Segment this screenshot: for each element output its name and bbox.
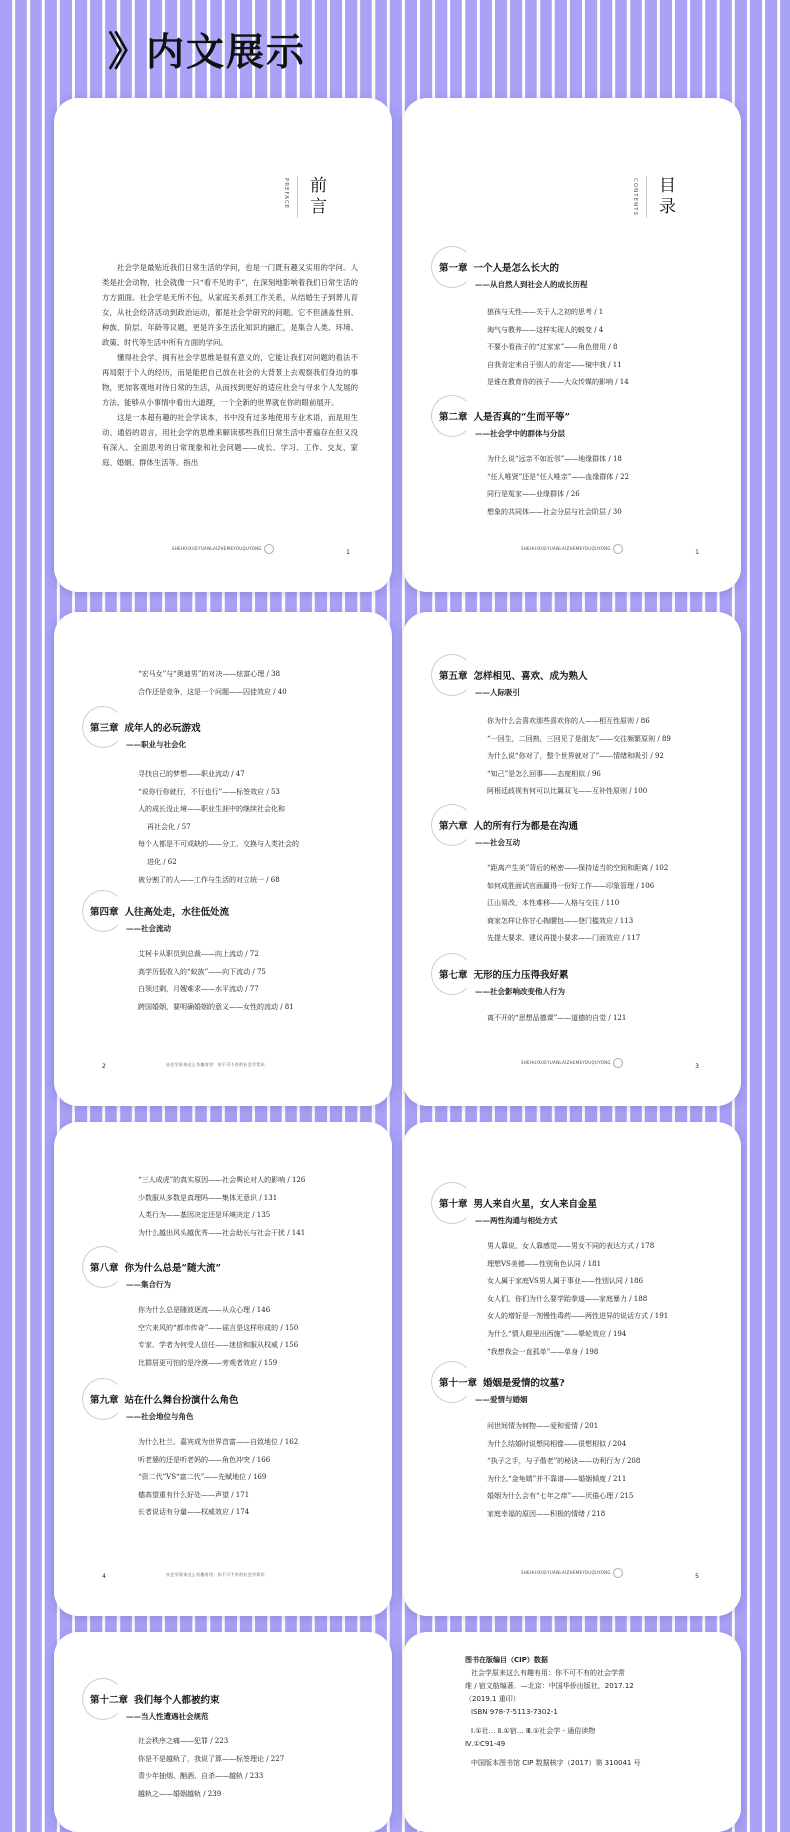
page-footer	[172, 544, 274, 554]
toc-entry: 女人属于家庭VS男人属于事业——性别认同 / 186	[487, 1277, 644, 1286]
chapter-number: 第二章	[439, 412, 468, 423]
toc-entry: 合作还是竞争，这是一个问题——囚徒效应 / 40	[138, 687, 287, 696]
chapter-subtitle: ——社会影响改变他人行为	[475, 987, 565, 996]
toc-entries	[138, 1302, 298, 1372]
page-number: 3	[695, 1063, 699, 1070]
footer-code: SHEHUIXUEYUANLAIZHEMEYOUQUYONG	[172, 546, 262, 551]
toc-entry: 再社会化 / 57	[147, 822, 191, 831]
chapter-title: 婚姻是爱情的坟墓?	[483, 1378, 565, 1389]
page-number: 5	[695, 1573, 699, 1580]
chapter-number: 第十章	[439, 1199, 468, 1210]
page-number: 1	[346, 549, 350, 556]
toc-entry: 为什么越出风头越优秀——社会助长与社会干扰 / 141	[138, 1228, 306, 1237]
toc-entry: “距离产生美”背后的秘密——保持适当的空间和距离 / 102	[487, 864, 669, 872]
book-page-contents	[403, 1122, 741, 1616]
chapter-title: 无形的压力压得我好累	[473, 970, 569, 981]
chapter-heading	[90, 720, 201, 750]
chapter-circle-icon	[431, 1361, 473, 1403]
toc-entry: 人类行为——基因决定还是环境决定 / 135	[138, 1211, 271, 1220]
heading-english: CONTENTS	[632, 178, 638, 217]
page-footer	[521, 1568, 623, 1578]
chapter-title: 人是否真的“生而平等”	[473, 412, 570, 423]
toc-entries	[487, 451, 629, 521]
book-page-cip	[403, 1632, 741, 1832]
page-heading	[632, 176, 703, 218]
toc-entries	[138, 1172, 305, 1242]
page-heading	[283, 176, 354, 218]
chapter-title: 成年人的必玩游戏	[124, 723, 201, 734]
toc-entry: 同行是冤家——业缘群体 / 26	[487, 490, 580, 499]
toc-entry: 为什么“情人眼里出西施”——晕轮效应 / 194	[487, 1329, 627, 1338]
toc-entry: 你是不是越轨了，我说了算——标签理论 / 227	[138, 1754, 285, 1763]
chapter-heading	[90, 1392, 239, 1422]
toc-entry: 被分割了的人——工作与生活的对立统一 / 68	[138, 875, 280, 884]
paragraph: 这是一本超有趣的社会学读本，书中没有过多地使用专业术语，而是用生动、通俗的语言，用社会学的思维来解读那些我们日常生活中普遍存在但又没有深入、全面思考的日常现象和社会问题——成长、学习、工作、交友、家庭、婚姻、群体生活等。指出	[102, 413, 358, 467]
toc-entry: 淘气与教养——这样实现人的蜕变 / 4	[487, 325, 604, 334]
toc-entry: 理想VS美德——性别角色认同 / 181	[487, 1259, 602, 1268]
chapter-circle-icon	[82, 1378, 124, 1420]
book-page-contents	[403, 612, 741, 1106]
chapter-number: 第一章	[439, 263, 468, 274]
page-footer	[521, 544, 623, 554]
chapter-heading	[439, 1375, 565, 1405]
toc-entry: 每个人都是不可或缺的——分工、交换与人类社会的	[138, 840, 299, 849]
toc-entry: 为什么杜兰、嘉宾成为世界首富——自致地位 / 162	[138, 1438, 299, 1446]
toc-entry: 你为什么会喜欢那些喜欢你的人——相互性原则 / 86	[487, 717, 650, 725]
toc-entry: 为什么“金龟婿”并不靠谱——婚姻倾度 / 211	[487, 1474, 627, 1483]
chapter-circle-icon	[431, 1182, 473, 1224]
toc-entry: 婚姻为什么会有“七年之痒”——厌倦心理 / 215	[487, 1492, 634, 1501]
toc-entries	[487, 1238, 668, 1361]
page-number: 2	[102, 1063, 106, 1070]
chapter-subtitle: ——社会互动	[475, 838, 520, 847]
footer-code: 社会学原来这么有趣有用：你不可不有的社会学常识	[166, 1062, 265, 1067]
chapter-subtitle: ——爱情与婚姻	[475, 1395, 528, 1404]
preface-text	[102, 260, 358, 470]
toc-entry: “三人成虎”的真实原因——社会舆论对人的影响 / 126	[138, 1176, 306, 1184]
chapter-circle-icon	[82, 1678, 124, 1720]
chapter-subtitle: ——人际吸引	[475, 688, 520, 697]
section-header	[108, 18, 306, 78]
cip-line: Ⅰ.①社… Ⅱ.①宿… Ⅲ.①社会学 - 通俗读物	[471, 1727, 596, 1735]
heading-chinese: 前言	[297, 176, 329, 218]
circle-icon	[613, 1568, 623, 1578]
chapter-heading	[439, 1196, 597, 1226]
cip-line: 社会学原来这么有趣有用：你不可不有的社会学常	[471, 1669, 625, 1677]
chapter-subtitle: ——集合行为	[126, 1280, 171, 1289]
book-page-contents	[403, 98, 741, 592]
chapter-circle-icon	[82, 706, 124, 748]
toc-entry: 少数服从多数是真理吗——集体无意识 / 131	[138, 1193, 278, 1202]
toc-entries	[138, 946, 294, 1016]
chapter-number: 第六章	[439, 821, 468, 832]
toc-entries	[487, 1418, 640, 1524]
toc-entry: 为什么说“远亲不如近邻”——地缘群体 / 18	[487, 455, 622, 463]
chapter-circle-icon	[431, 804, 473, 846]
toc-entry: 人的成长没止境——职业生涯中的继续社会化和	[138, 805, 285, 814]
chapter-title: 我们每个人都被约束	[134, 1695, 220, 1706]
toc-entry: 你为什么总是随波逐流——从众心理 / 146	[138, 1306, 271, 1314]
toc-entries	[138, 1733, 284, 1803]
toc-entry: 高学历低收入的“蚁族”——向下流动 / 75	[138, 967, 266, 976]
toc-entries	[487, 713, 671, 801]
toc-entry: 进化 / 62	[147, 857, 177, 866]
chapter-number: 第四章	[90, 907, 119, 918]
chapter-heading	[439, 260, 588, 290]
cip-line: 维 / 宿文舫编著．—北京：中国华侨出版社，2017.12	[465, 1682, 634, 1690]
page-footer	[166, 1572, 265, 1578]
chapter-number: 第七章	[439, 970, 468, 981]
page-footer	[166, 1062, 265, 1068]
chapter-circle-icon	[82, 1246, 124, 1288]
toc-entry: 想象的共同体——社会分层与社会阶层 / 30	[487, 507, 622, 516]
circle-icon	[613, 1058, 623, 1068]
chapter-circle-icon	[431, 654, 473, 696]
chapter-subtitle: ——社会学中的群体与分层	[475, 429, 565, 438]
chapter-heading	[90, 1260, 221, 1290]
cip-title: 图书在版编目（CIP）数据	[465, 1656, 548, 1664]
toc-entries	[487, 860, 668, 948]
toc-entry: 女人们，你们为什么要学跆拳道——家庭暴力 / 188	[487, 1294, 648, 1303]
circle-icon	[264, 544, 274, 554]
toc-entry: 不要小看孩子的“过家家”——角色借用 / 8	[487, 343, 618, 352]
cip-block	[465, 1654, 705, 1770]
chapter-subtitle: ——社会流动	[126, 924, 171, 933]
toc-entry: “知己”是怎么回事——态度相似 / 96	[487, 769, 601, 778]
page-number: 1	[695, 549, 699, 556]
toc-entry: 长者说话有分量——权威效应 / 174	[138, 1508, 250, 1517]
chapter-number: 第五章	[439, 671, 468, 682]
chapter-circle-icon	[82, 890, 124, 932]
chapter-number: 第九章	[90, 1395, 119, 1406]
chapter-number: 第十二章	[90, 1695, 129, 1706]
toc-entry: 空穴来风的“都市传奇”——谣言是这样形成的 / 150	[138, 1323, 299, 1332]
toc-entries	[138, 1434, 298, 1522]
book-page-preface	[54, 98, 392, 592]
chapter-heading	[439, 409, 570, 439]
toc-entry: 越轨之——婚姻越轨 / 239	[138, 1789, 222, 1798]
toc-entry: 江山易改，本性难移——人格与交往 / 110	[487, 899, 620, 908]
chapter-subtitle: ——社会地位与角色	[126, 1412, 194, 1421]
toc-entry: 阿根廷歧视有何可以比翼双飞——互补性原则 / 100	[487, 787, 648, 796]
toc-entry: “我想我会一直孤单”——单身 / 198	[487, 1347, 599, 1356]
section-title: 内文展示	[146, 29, 307, 74]
page-number: 4	[102, 1573, 106, 1580]
toc-entries	[138, 666, 287, 701]
toc-entry: 男人靠说，女人靠感觉——男女不同的表达方式 / 178	[487, 1242, 655, 1250]
chapter-heading	[439, 967, 569, 997]
chapter-title: 你为什么总是“随大流”	[124, 1263, 221, 1274]
chapter-heading	[439, 668, 588, 698]
toc-entry: 社会秩序之痛——犯罪 / 223	[138, 1737, 229, 1745]
heading-chinese: 目录	[646, 176, 678, 218]
toc-entry: 如何成胜面试官面赢得一份好工作——印象管理 / 106	[487, 881, 655, 890]
toc-entry: 女人的增好是一剂慢性毒药——两性进异的说话方式 / 191	[487, 1312, 669, 1321]
chapter-number: 第十一章	[439, 1378, 478, 1389]
heading-english: PREFACE	[283, 178, 289, 210]
toc-entry: 比群居更可怕的是冷漠——旁观者效应 / 159	[138, 1358, 278, 1367]
circle-icon	[613, 544, 623, 554]
toc-entry: “宏马女”与“奥迪男”的对决——炫富心理 / 38	[138, 670, 281, 678]
chapter-title: 人往高处走，水往低处流	[124, 907, 230, 918]
chapter-title: 人的所有行为都是在沟通	[473, 821, 579, 832]
toc-entry: 是谁在教育你的孩子——大众传媒的影响 / 14	[487, 378, 629, 387]
toc-entry: 家庭幸福的原因——积极的情绪 / 218	[487, 1509, 606, 1518]
chapter-circle-icon	[431, 246, 473, 288]
toc-entry: “任人唯贤”还是“任人唯亲”——血缘群体 / 22	[487, 472, 630, 481]
toc-entry: 艾柯卡从职员到总裁——向上流动 / 72	[138, 950, 259, 958]
cip-line: Ⅳ.①C91-49	[465, 1740, 506, 1748]
paragraph: 懂得社会学、拥有社会学思维是很有意义的，它能让我们对问题的看法不再局限于个人的经历，而是能把自己放在社会的大背景上去观察我们身边的事物，更加客观地对待日常的生活，从而找到更好的适应社会与寻求个人发展的方法。能够从小事情中看出大道理，一个全新的世界就在你的眼前展开。	[102, 353, 358, 407]
book-page-contents	[54, 612, 392, 1106]
toc-entry: 为什么说“你对了，整个世界就对了”——情绪和吸引 / 92	[487, 752, 664, 761]
chapter-heading	[90, 1692, 220, 1722]
book-page-contents	[54, 1632, 392, 1832]
chapter-title: 男人来自火星，女人来自金星	[473, 1199, 598, 1210]
toc-entry: 自我肯定来自于别人的肯定——镜中我 / 11	[487, 360, 622, 369]
chapter-circle-icon	[431, 395, 473, 437]
toc-entry: 听老婆的还是听老妈的——角色冲突 / 166	[138, 1455, 271, 1464]
chapter-subtitle: ——两性沟通与相处方式	[475, 1216, 558, 1225]
toc-entry: 为什么结婚时说想同相像——很想相似 / 204	[487, 1439, 627, 1448]
cip-line: （2019.1 重印）	[465, 1695, 520, 1703]
cip-line: 中国版本图书馆 CIP 数据核字（2017）第 310041 号	[471, 1759, 641, 1767]
footer-code: 社会学原来这么有趣有用：你不可不有的社会学常识	[166, 1572, 265, 1577]
chapter-circle-icon	[431, 953, 473, 995]
footer-code: SHEHUIXUEYUANLAIZHEMEYOUQUYONG	[521, 1060, 611, 1065]
footer-code: SHEHUIXUEYUANLAIZHEMEYOUQUYONG	[521, 546, 611, 551]
toc-entry: 白领过剩，月嫂难求——水平流动 / 77	[138, 985, 259, 994]
toc-entry: “说你行你就行，不行也行”——标签效应 / 53	[138, 787, 280, 796]
chapter-heading	[90, 904, 229, 934]
toc-entry: 狼孩与天性——关于人之初的思考 / 1	[487, 308, 604, 316]
chapter-title: 站在什么舞台扮演什么角色	[124, 1395, 239, 1406]
toc-entry: 青少年抽烟、酗酒、自杀——越轨 / 233	[138, 1772, 264, 1781]
toc-entry: 专家、学者为何受人信任——迷信和服从权威 / 156	[138, 1341, 299, 1350]
toc-entry: “一回生，二回熟，三回见了是朋友”——交往频繁原则 / 89	[487, 734, 671, 743]
chapter-subtitle: ——当人性遭遇社会规范	[126, 1712, 209, 1721]
toc-entry: 德高望重有什么好处——声望 / 171	[138, 1490, 250, 1499]
toc-entry: “执子之手，与子偕老”的秘诀——功利行为 / 208	[487, 1457, 641, 1466]
chapter-heading	[439, 818, 578, 848]
chapter-subtitle: ——从自然人到社会人的成长历程	[475, 280, 588, 289]
toc-entry: 商家怎样让你甘心掏腰包——登门槛效应 / 113	[487, 916, 634, 925]
toc-entry: 先提大要求，建议再提小要求——门面效应 / 117	[487, 934, 641, 943]
toc-entry: “资二代”VS“富二代”——先赋地位 / 169	[138, 1473, 267, 1482]
book-page-contents	[54, 1122, 392, 1616]
chapter-number: 第三章	[90, 723, 119, 734]
toc-entry: 问世间情为何物——爱和爱情 / 201	[487, 1422, 599, 1430]
chapter-subtitle: ——职业与社会化	[126, 740, 186, 749]
toc-entry: 寻找自己的梦想——职业流动 / 47	[138, 770, 245, 778]
toc-entry: 跨国婚姻，要明确婚姻的意义——女性的流动 / 81	[138, 1002, 294, 1011]
toc-entry: 离不开的“思想品德课”——道德的自觉 / 121	[487, 1014, 627, 1022]
toc-entries	[487, 304, 629, 392]
toc-entries	[138, 766, 299, 889]
chapter-title: 一个人是怎么长大的	[473, 263, 560, 274]
chapter-number: 第八章	[90, 1263, 119, 1274]
footer-code: SHEHUIXUEYUANLAIZHEMEYOUQUYONG	[521, 1570, 611, 1575]
page-footer	[521, 1058, 623, 1068]
chapter-title: 怎样相见、喜欢、成为熟人	[473, 671, 588, 682]
paragraph: 社会学是最贴近我们日常生活的学问，也是一门既有趣又实用的学问。人类是社会动物，社会就像一只“看不见的手”，在深刻地影响着我们日常生活的方方面面。社会学是无所不包，从家庭关系到工作关系，从结婚生子到葬儿育女，从社会经济活动到政治运动，都是社会学研究的问题。它不但涵盖性别、种族、阶层、年龄等议题，更是许多生活化知识的融汇，是集合人类、环境、政策、时代等生活中所有方面的学问。	[102, 263, 358, 347]
chevron-icon: 》	[108, 28, 140, 75]
toc-entries	[487, 1010, 626, 1028]
cip-line: ISBN 978-7-5113-7302-1	[471, 1708, 558, 1716]
